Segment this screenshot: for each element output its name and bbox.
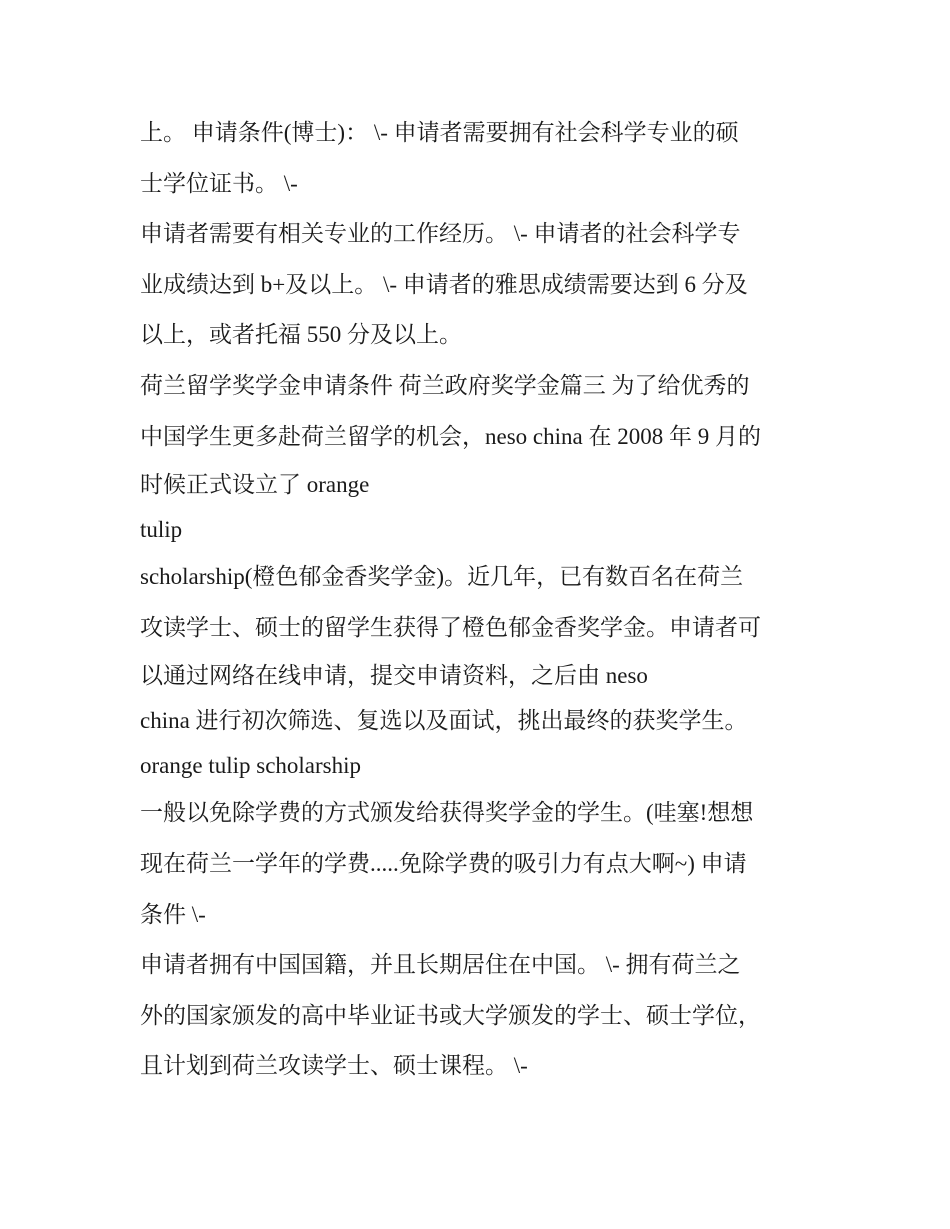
text-line: 业成绩达到 b+及以上。 \- 申请者的雅思成绩需要达到 6 分及 — [140, 271, 748, 297]
document-body-text — [140, 108, 820, 1092]
text-line: 条件 \- — [140, 901, 206, 927]
text-line: 且计划到荷兰攻读学士、硕士课程。 \- — [140, 1053, 528, 1079]
text-line: 现在荷兰一学年的学费.....免除学费的吸引力有点大啊~) 申请 — [140, 850, 747, 876]
text-line: 上。 申请条件(博士)： \- 申请者需要拥有社会科学专业的硕 — [140, 120, 739, 145]
text-line: orange tulip scholarship — [140, 753, 362, 779]
text-line: 中国学生更多赴荷兰留学的机会，neso china 在 2008 年 9 月的 — [140, 423, 761, 449]
text-line: 外的国家颁发的高中毕业证书或大学颁发的学士、硕士学位， — [140, 1002, 761, 1028]
text-line: 一般以免除学费的方式颁发给获得奖学金的学生。(哇塞!想想 — [140, 800, 754, 826]
text-line: 以上，或者托福 550 分及以上。 — [140, 322, 462, 348]
text-line: 申请者拥有中国国籍，并且长期居住在中国。 \- 拥有荷兰之 — [140, 952, 741, 978]
text-line: 时候正式设立了 orange — [140, 472, 370, 498]
text-line: 以通过网络在线申请，提交申请资料，之后由 neso — [140, 663, 648, 689]
text-line: china 进行初次筛选、复选以及面试，挑出最终的获奖学生。 — [140, 708, 748, 734]
text-line: 士学位证书。 \- — [140, 170, 298, 196]
text-line: 申请者需要有相关专业的工作经历。 \- 申请者的社会科学专 — [140, 221, 741, 247]
text-line: scholarship(橙色郁金香奖学金)。近几年，已有数百名在荷兰 — [140, 564, 744, 590]
text-line: 荷兰留学奖学金申请条件 荷兰政府奖学金篇三 为了给优秀的 — [140, 372, 750, 398]
text-line: 攻读学士、硕士的留学生获得了橙色郁金香奖学金。申请者可 — [140, 614, 761, 640]
text-line: tulip — [140, 517, 183, 543]
